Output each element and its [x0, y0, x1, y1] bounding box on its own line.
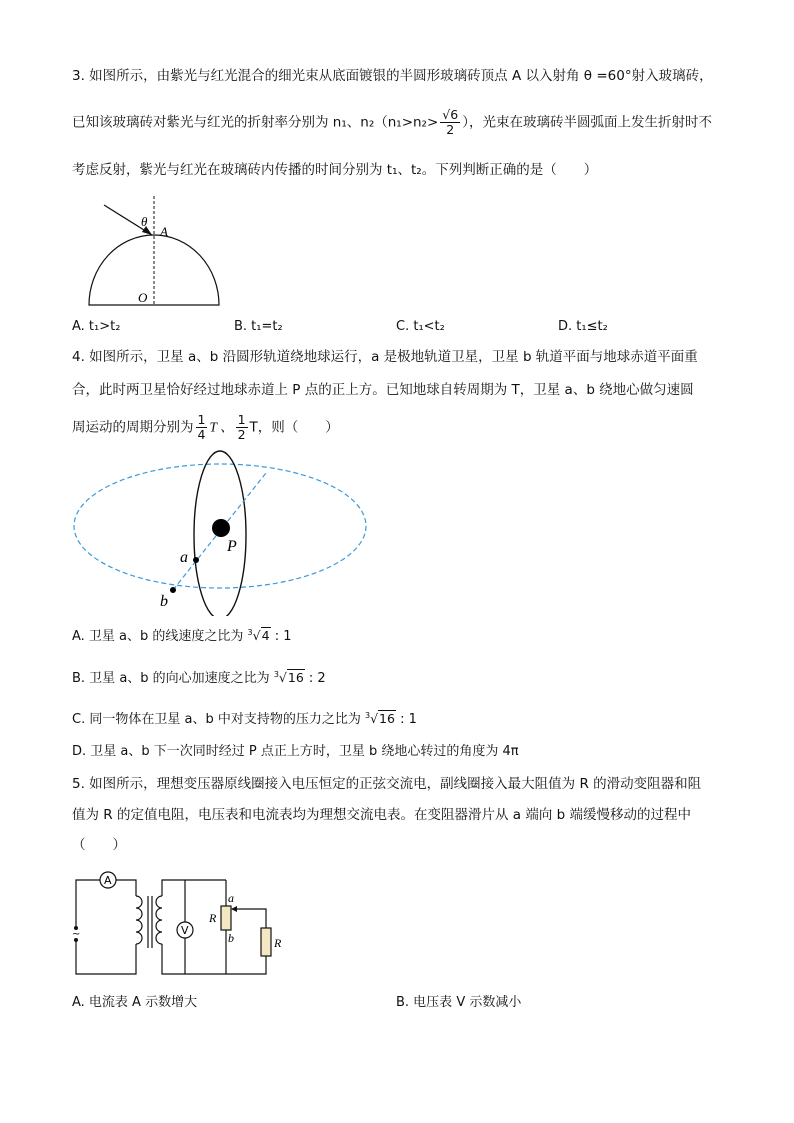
fixed-resistor — [261, 928, 271, 956]
q3-line-2-before: 已知该玻璃砖对紫光与红光的折射率分别为 n₁、n₂（n₁>n₂> — [72, 114, 439, 131]
ammeter-label: A — [104, 874, 112, 887]
rheostat-label: R — [209, 911, 217, 925]
point-A-label: A — [160, 224, 168, 239]
primary-coil — [136, 896, 142, 944]
slider-wire — [232, 909, 266, 928]
q5-option-a: A. 电流表 A 示数增大 — [72, 995, 198, 1010]
q3-semicircle-figure — [80, 196, 230, 311]
q4-option-b-before: B. 卫星 a、b 的向心加速度之比为 — [72, 671, 274, 687]
root-index: 3 — [364, 711, 371, 720]
voltmeter-label: V — [181, 924, 189, 937]
secondary-coil — [156, 896, 162, 944]
rheostat — [221, 906, 231, 930]
primary-wire-bottom — [76, 942, 136, 974]
q4-option-b-root: $^3$√16 — [273, 670, 304, 686]
q4-line-3-before: 周运动的周期分别为 — [72, 419, 194, 436]
q4-fraction-1-num: 1 — [197, 412, 206, 427]
fixed-resistor-label: R — [274, 936, 282, 950]
q4-option-c — [72, 707, 417, 729]
primary-wire-top-right — [116, 880, 136, 896]
q4-option-c-root: $^3$√16 — [364, 711, 395, 727]
primary-wire-top-left — [76, 880, 100, 926]
q5-line-3: （ ） — [72, 837, 126, 853]
q4-line-1: 4. 如图所示，卫星 a、b 沿圆形轨道绕地球运行，a 是极地轨道卫星，卫星 b 轨道平面与地球赤道平面重 — [72, 349, 698, 365]
secondary-wire-bottom — [162, 944, 226, 974]
q4-line-2: 合，此时两卫星恰好经过地球赤道上 P 点的正上方。已知地球自转周期为 T，卫星 a、b 绕地心做匀速圆 — [72, 382, 694, 398]
q3-option-c: C. t₁<t₂ — [396, 319, 445, 334]
q3-line-2-after: ），光束在玻璃砖半圆弧面上发生折射时不 — [462, 114, 712, 131]
q3-line-1: 3. 如图所示，由紫光与红光混合的细光束从底面镀银的半圆形玻璃砖顶点 A 以入射角 θ =60°射入玻璃砖， — [72, 68, 713, 84]
q4-option-a — [72, 624, 291, 646]
q4-fraction-2-num: 1 — [237, 412, 246, 427]
slider-arrow — [231, 906, 237, 912]
q5-circuit-figure — [70, 866, 290, 978]
q4-fraction-2-den: 2 — [237, 427, 246, 442]
q3-fraction-num: √6 — [442, 107, 459, 122]
q4-option-b — [72, 666, 326, 688]
root-radicand: 16 — [287, 670, 304, 686]
q4-line-3-after: T，则（ ） — [249, 419, 339, 436]
point-O-label: O — [138, 290, 148, 305]
q4-fraction-1-den: 4 — [197, 427, 206, 442]
q4-orbit-figure — [70, 448, 375, 616]
q3-option-a: A. t₁>t₂ — [72, 319, 121, 334]
satellite-b-label: b — [160, 593, 168, 610]
root-radicand: 4 — [261, 628, 270, 644]
end-a-label: a — [228, 891, 234, 905]
q4-mid: T 、 — [209, 419, 234, 435]
q4-option-c-after: : 1 — [395, 712, 417, 728]
satellite-a-dot — [193, 557, 199, 563]
q3-line-2 — [72, 108, 712, 137]
q4-option-d: D. 卫星 a、b 下一次同时经过 P 点正上方时，卫星 b 绕地心转过的角度为 4π — [72, 744, 519, 759]
secondary-wire-top — [162, 880, 226, 896]
q5-line-2: 值为 R 的定值电阻，电压表和电流表均为理想交流电表。在变阻器滑片从 a 端向 b 端缓慢移动的过程中 — [72, 807, 691, 823]
end-b-label: b — [228, 931, 234, 945]
point-P-label: P — [227, 538, 237, 555]
q4-option-b-after: : 2 — [304, 671, 326, 687]
root-index: 3 — [247, 628, 253, 637]
q3-fraction — [440, 108, 460, 137]
q4-line-3 — [72, 413, 339, 442]
ac-source-symbol: ~ — [72, 929, 81, 940]
q4-fraction-1 — [196, 413, 208, 442]
earth-dot — [212, 519, 230, 537]
theta-label: θ — [141, 214, 148, 229]
q5-option-b: B. 电压表 V 示数减小 — [396, 995, 522, 1010]
q3-line-3: 考虑反射，紫光与红光在玻璃砖内传播的时间分别为 t₁、t₂。下列判断正确的是（ ） — [72, 162, 598, 178]
q4-fraction-2 — [236, 413, 248, 442]
q5-line-1: 5. 如图所示，理想变压器原线圈接入电压恒定的正弦交流电，副线圈接入最大阻值为 R 的滑动变阻器和阻 — [72, 776, 702, 792]
root-radicand: 16 — [379, 711, 395, 727]
q4-option-a-after: : 1 — [270, 629, 292, 645]
fixed-resistor-wire — [226, 956, 266, 974]
satellite-a-label: a — [180, 549, 188, 566]
root-index: 3 — [273, 670, 279, 679]
q3-fraction-den: 2 — [446, 122, 455, 137]
glass-brick-semicircle — [89, 235, 219, 305]
q4-option-a-before: A. 卫星 a、b 的线速度之比为 — [72, 629, 248, 645]
satellite-b-dot — [170, 587, 176, 593]
q4-option-a-root: $^3$√4 — [247, 628, 270, 644]
q4-option-c-before: C. 同一物体在卫星 a、b 中对支持物的压力之比为 — [72, 712, 365, 728]
q3-option-d: D. t₁≤t₂ — [558, 319, 608, 334]
q3-option-b: B. t₁=t₂ — [234, 319, 283, 334]
